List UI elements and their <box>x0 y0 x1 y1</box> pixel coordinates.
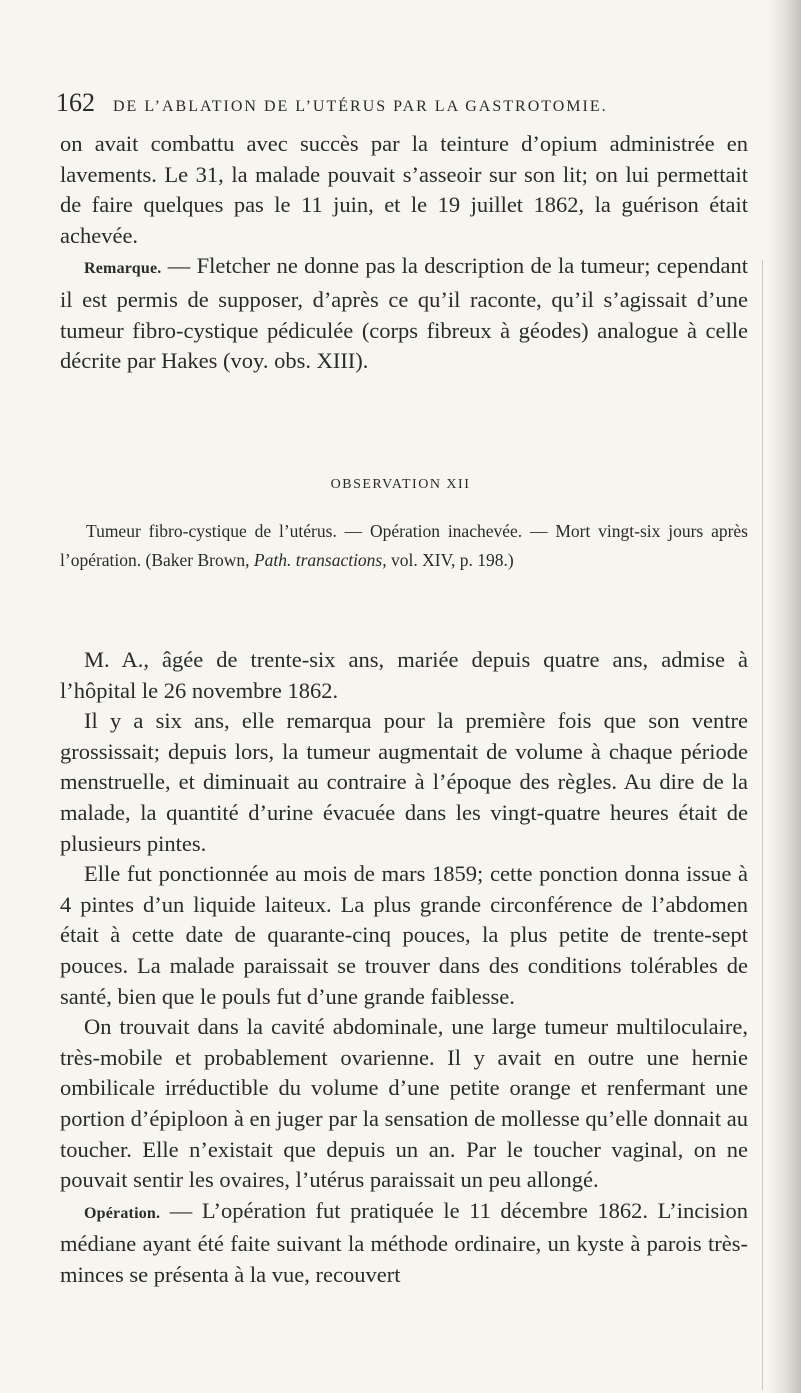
text-block-observation <box>60 645 748 1290</box>
running-title: DE L’ABLATION DE L’UTÉRUS PAR LA GASTROTOMIE. <box>113 98 608 115</box>
observation-title: OBSERVATION XII <box>330 477 471 492</box>
page-fold-line <box>762 260 763 1390</box>
remarque-paragraph <box>60 251 748 376</box>
operation-text: — L’opération fut pratiquée le 11 décembre 1862. L’incision médiane ayant été faite suivant la méthode ordinaire, un kyste à parois très-minces se présenta à la vue, recouvert <box>60 1197 748 1287</box>
page-number: 162 <box>56 88 95 117</box>
summary-journal: Path. transactions, <box>253 550 387 570</box>
paragraph-patient: M. A., âgée de trente-six ans, mariée depuis quatre ans, admise à l’hôpital le 26 novembre 1862. <box>60 647 748 703</box>
summary-end: vol. XIV, p. 198.) <box>386 550 514 570</box>
text-block-top <box>60 129 748 377</box>
operation-label: Opération. <box>84 1204 161 1222</box>
operation-paragraph <box>60 1196 748 1291</box>
paragraph-continuation: on avait combattu avec succès par la teinture d’opium administrée en lavements. Le 31, la malade pouvait s’asseoir sur son lit; on lui permettait de faire quelques pas le 11 juin, et le 19 juillet 1862, la guérison était achevée. <box>60 131 748 248</box>
page-edge-shadow <box>767 0 801 1393</box>
paragraph-history: Il y a six ans, elle remarqua pour la première fois que son ventre grossissait; depuis lors, la tumeur augmentait de volume à chaque période menstruelle, et diminuait au contraire à l’époque des règles. Au dire de la malade, la quantité d’urine évacuée dans les vingt-quatre heures était de plusieurs pintes. <box>60 708 748 856</box>
remarque-text: — Fletcher ne donne pas la description de la tumeur; cependant il est permis de supposer, d’après ce qu’il raconte, qu’il s’agissait d’une tumeur fibro-cystique pédiculée (corps fibreux à géodes) analogue à celle décrite par Hakes (voy. obs. XIII). <box>60 253 748 374</box>
summary-main: Tumeur fibro-cystique de l’utérus. — Opération inachevée. — Mort vingt-six jours après l’opération. (Baker Brown, <box>60 521 748 570</box>
observation-summary <box>60 517 748 575</box>
running-header <box>56 88 746 118</box>
paragraph-examination: On trouvait dans la cavité abdominale, une large tumeur multiloculaire, très-mobile et probablement ovarienne. Il y avait en outre une hernie ombilicale irréductible du volume d’une petite orange et renfermant une portion d’épiploon à en juger par la sensation de mollesse qu’elle donnait au toucher. Elle n’existait que depuis un an. Par le toucher vaginal, on ne pouvait sentir les ovaires, l’utérus paraissait un peu allongé. <box>60 1014 748 1193</box>
paragraph-ponction: Elle fut ponctionnée au mois de mars 1859; cette ponction donna issue à 4 pintes d’un liquide laiteux. La plus grande circonférence de l’abdomen était à cette date de quarante-cinq pouces, la plus petite de trente-sept pouces. La malade paraissait se trouver dans des conditions tolérables de santé, bien que le pouls fut d’une grande faiblesse. <box>60 861 748 1009</box>
remarque-label: Remarque. <box>84 260 162 278</box>
